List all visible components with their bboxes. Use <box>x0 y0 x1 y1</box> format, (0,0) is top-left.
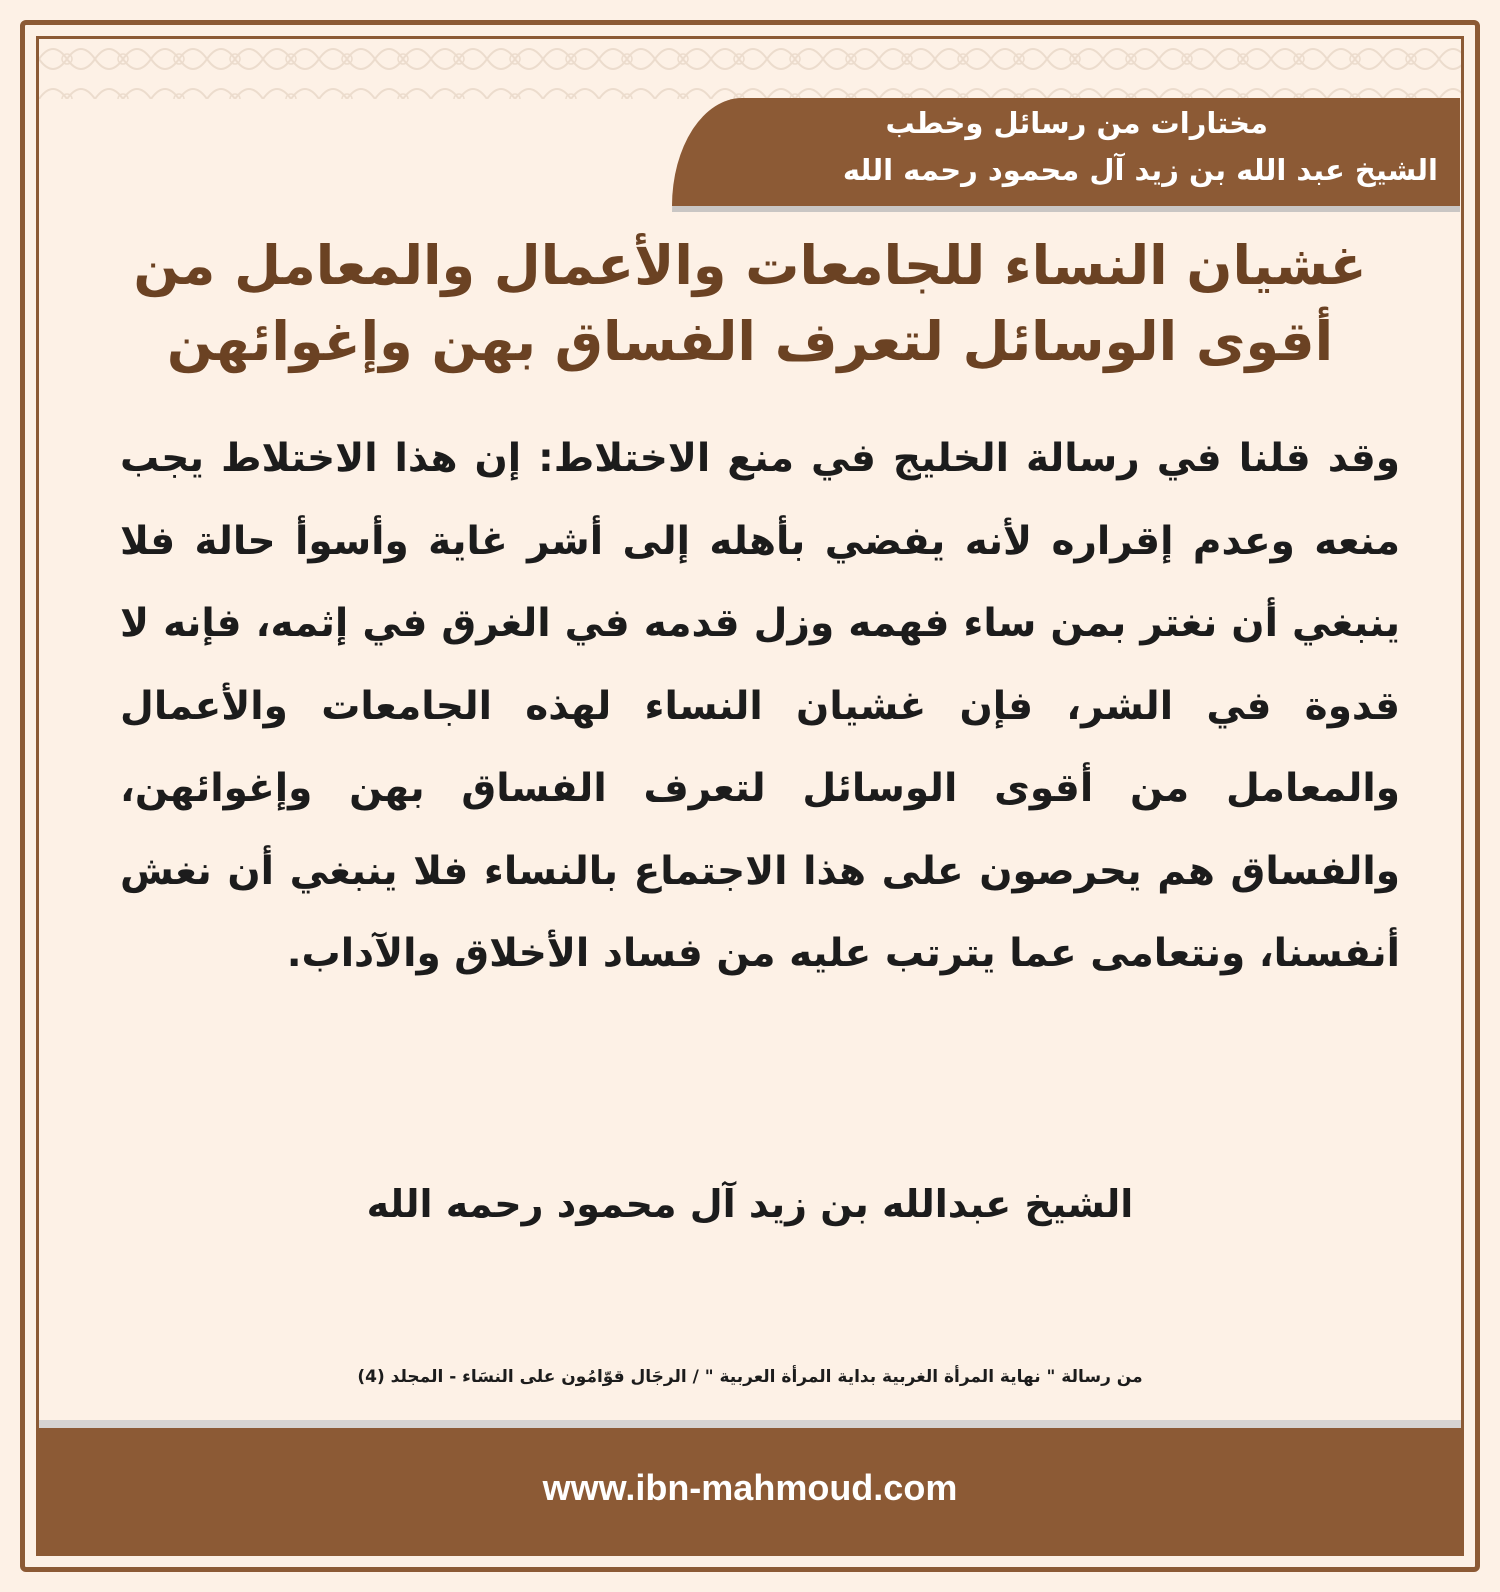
header-band <box>672 98 1460 206</box>
footer-band <box>39 1428 1461 1553</box>
header-author-name: الشيخ عبد الله بن زيد آل محمود رحمه الله <box>842 153 1438 187</box>
header-series-title: مختارات من رسائل وخطب <box>885 106 1268 140</box>
decorative-pattern <box>39 39 1461 99</box>
page-title: غشيان النساء للجامعات والأعمال والمعامل من أقوى الوسائل لتعرف الفساق بهن وإغوائهن <box>133 234 1367 373</box>
source-citation: من رسالة " نهاية المرأة الغربية بداية المرأة العربية " / الرجَال قوّامُون على النسَاء - المجلد (4) <box>357 1367 1143 1387</box>
website-link[interactable]: www.ibn-mahmoud.com <box>542 1467 958 1508</box>
body-paragraph: وقد قلنا في رسالة الخليج في منع الاختلاط: إن هذا الاختلاط يجب منعه وعدم إقراره لأنه يفضي بأهله إلى أشر غاية وأسوأ حالة فلا ينبغي أن نغتر بمن ساء فهمه وزل قدمه في الغرق في إثمه، فإنه لا قدوة في الشر، فإن غشيان النساء لهذه الجامعات والأعمال والمعامل من أقوى الوسائل لتعرف الفساق بهن وإغوائهن، والفساق هم يحرصون على هذا الاجتماع بالنساء فلا ينبغي أن نغش أنفسنا، ونتعامى عما يترتب عليه من فساد الأخلاق والآداب. <box>120 436 1400 976</box>
signature: الشيخ عبدالله بن زيد آل محمود رحمه الله <box>366 1182 1134 1226</box>
